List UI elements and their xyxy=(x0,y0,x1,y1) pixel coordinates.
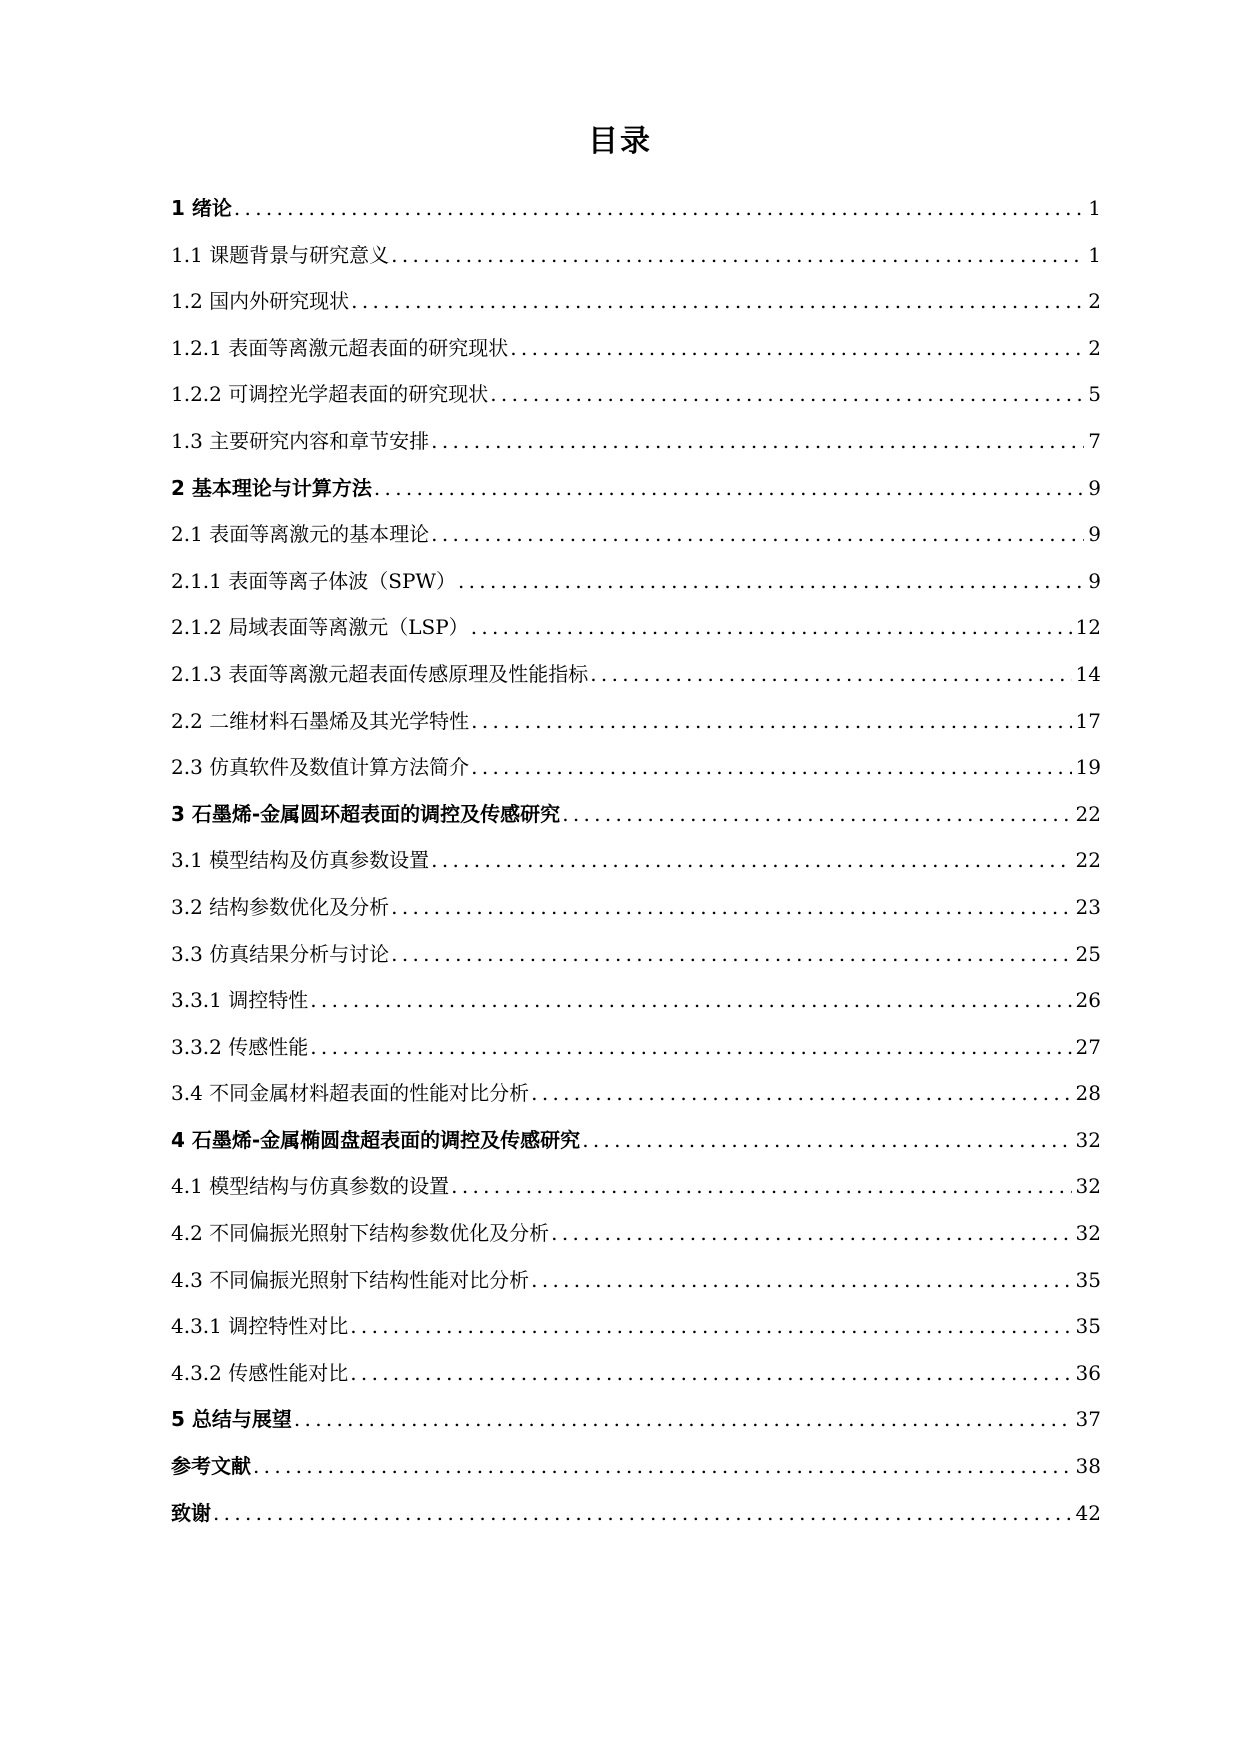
toc-entry[interactable] xyxy=(171,1217,1101,1264)
dot-leader xyxy=(562,802,1071,826)
toc-entry-page: 5 xyxy=(1088,382,1101,407)
toc-entry[interactable] xyxy=(171,1124,1101,1171)
toc-entry-page: 32 xyxy=(1075,1174,1101,1199)
toc-entry[interactable] xyxy=(171,332,1101,379)
toc-entry-label: 2.2 二维材料石墨烯及其光学特性 xyxy=(171,708,470,733)
toc-entry-label: 3.2 结构参数优化及分析 xyxy=(171,894,390,919)
dot-leader xyxy=(471,709,1071,733)
toc-entry-page: 38 xyxy=(1075,1454,1101,1479)
toc-entry[interactable] xyxy=(171,1077,1101,1124)
dot-leader xyxy=(431,522,1084,546)
toc-entry-label: 2.1.1 表面等离子体波（SPW） xyxy=(171,568,456,593)
toc-entry[interactable] xyxy=(171,1403,1101,1450)
toc-entry-label: 4.3.2 传感性能对比 xyxy=(171,1360,349,1385)
dot-leader xyxy=(590,662,1071,686)
toc-entry-label: 1.2 国内外研究现状 xyxy=(171,289,350,314)
toc-entry[interactable] xyxy=(171,751,1101,798)
dot-leader xyxy=(391,895,1071,919)
toc-entry-page: 9 xyxy=(1088,475,1101,500)
toc-entry-label: 1.3 主要研究内容和章节安排 xyxy=(171,428,430,453)
toc-entry-page: 23 xyxy=(1075,894,1101,919)
page-title: 目录 xyxy=(588,124,652,159)
toc-entry[interactable] xyxy=(171,1357,1101,1404)
toc-entry[interactable] xyxy=(171,285,1101,332)
toc-entry[interactable] xyxy=(171,425,1101,472)
dot-leader xyxy=(213,1501,1072,1525)
toc-entry-label: 1.1 课题背景与研究意义 xyxy=(171,242,390,267)
toc-entry[interactable] xyxy=(171,658,1101,705)
table-of-contents xyxy=(171,192,1101,1543)
dot-leader xyxy=(374,476,1084,500)
toc-entry[interactable] xyxy=(171,472,1101,519)
toc-entry[interactable] xyxy=(171,1450,1101,1497)
toc-entry[interactable] xyxy=(171,192,1101,239)
toc-entry[interactable] xyxy=(171,1264,1101,1311)
dot-leader xyxy=(531,1268,1071,1292)
toc-entry-page: 17 xyxy=(1075,708,1101,733)
toc-entry-label: 5 总结与展望 xyxy=(171,1407,292,1432)
dot-leader xyxy=(253,1454,1072,1478)
toc-entry-label: 3.3.2 传感性能 xyxy=(171,1034,309,1059)
toc-entry-page: 35 xyxy=(1075,1267,1101,1292)
dot-leader xyxy=(350,1314,1071,1338)
toc-entry-label: 3.3 仿真结果分析与讨论 xyxy=(171,941,390,966)
toc-entry-label: 致谢 xyxy=(171,1500,211,1525)
toc-entry-label: 4 石墨烯-金属椭圆盘超表面的调控及传感研究 xyxy=(171,1127,581,1152)
dot-leader xyxy=(471,755,1071,779)
toc-entry-label: 1 绪论 xyxy=(171,196,232,220)
toc-entry-label: 4.3.1 调控特性对比 xyxy=(171,1314,349,1339)
dot-leader xyxy=(351,289,1084,313)
toc-entry[interactable] xyxy=(171,565,1101,612)
toc-entry[interactable] xyxy=(171,1031,1101,1078)
toc-entry[interactable] xyxy=(171,705,1101,752)
toc-entry-page: 27 xyxy=(1075,1034,1101,1059)
toc-entry-page: 25 xyxy=(1075,941,1101,966)
toc-entry-label: 参考文献 xyxy=(171,1454,251,1479)
toc-entry[interactable] xyxy=(171,378,1101,425)
toc-entry-page: 42 xyxy=(1075,1500,1101,1525)
toc-entry[interactable] xyxy=(171,844,1101,891)
toc-entry-page: 12 xyxy=(1075,615,1101,640)
toc-entry-label: 2.1.2 局域表面等离激元（LSP） xyxy=(171,615,469,640)
toc-entry[interactable] xyxy=(171,239,1101,286)
toc-entry-label: 3.1 模型结构及仿真参数设置 xyxy=(171,848,430,873)
toc-entry-page: 26 xyxy=(1075,988,1101,1013)
toc-entry[interactable] xyxy=(171,891,1101,938)
toc-entry-page: 14 xyxy=(1075,661,1101,686)
dot-leader xyxy=(582,1128,1071,1152)
toc-entry-page: 7 xyxy=(1088,428,1101,453)
toc-entry[interactable] xyxy=(171,1310,1101,1357)
toc-entry[interactable] xyxy=(171,518,1101,565)
toc-entry-label: 2 基本理论与计算方法 xyxy=(171,475,372,500)
toc-entry-page: 2 xyxy=(1088,289,1101,314)
dot-leader xyxy=(391,243,1084,267)
toc-entry-page: 28 xyxy=(1075,1081,1101,1106)
toc-entry-page: 22 xyxy=(1075,848,1101,873)
toc-entry-page: 1 xyxy=(1088,242,1101,267)
dot-leader xyxy=(431,848,1071,872)
toc-entry-label: 3.4 不同金属材料超表面的性能对比分析 xyxy=(171,1081,530,1106)
toc-entry-page: 19 xyxy=(1075,755,1101,780)
toc-entry-label: 3 石墨烯-金属圆环超表面的调控及传感研究 xyxy=(171,801,561,826)
toc-entry[interactable] xyxy=(171,798,1101,845)
dot-leader xyxy=(310,1035,1071,1059)
toc-entry-label: 4.3 不同偏振光照射下结构性能对比分析 xyxy=(171,1267,530,1292)
dot-leader xyxy=(490,382,1084,406)
toc-entry[interactable] xyxy=(171,1170,1101,1217)
dot-leader xyxy=(510,336,1084,360)
toc-entry-page: 32 xyxy=(1075,1127,1101,1152)
toc-entry-page: 2 xyxy=(1088,335,1101,360)
toc-entry-page: 32 xyxy=(1075,1221,1101,1246)
toc-entry-label: 2.1.3 表面等离激元超表面传感原理及性能指标 xyxy=(171,661,589,686)
dot-leader xyxy=(234,196,1084,220)
toc-entry[interactable] xyxy=(171,1497,1101,1544)
toc-entry-page: 22 xyxy=(1075,801,1101,826)
toc-entry-page: 36 xyxy=(1075,1360,1101,1385)
toc-entry-label: 4.2 不同偏振光照射下结构参数优化及分析 xyxy=(171,1221,550,1246)
toc-entry-label: 4.1 模型结构与仿真参数的设置 xyxy=(171,1174,450,1199)
dot-leader xyxy=(451,1174,1071,1198)
dot-leader xyxy=(551,1221,1071,1245)
toc-entry-page: 1 xyxy=(1088,196,1101,220)
toc-entry-label: 2.3 仿真软件及数值计算方法简介 xyxy=(171,755,470,780)
toc-entry-label: 3.3.1 调控特性 xyxy=(171,988,309,1013)
dot-leader xyxy=(458,569,1084,593)
dot-leader xyxy=(294,1407,1072,1431)
dot-leader xyxy=(531,1081,1071,1105)
dot-leader xyxy=(471,615,1072,639)
dot-leader xyxy=(310,988,1071,1012)
toc-entry[interactable] xyxy=(171,611,1101,658)
toc-entry[interactable] xyxy=(171,984,1101,1031)
toc-entry-label: 1.2.1 表面等离激元超表面的研究现状 xyxy=(171,335,509,360)
toc-entry-page: 35 xyxy=(1075,1314,1101,1339)
toc-entry-label: 2.1 表面等离激元的基本理论 xyxy=(171,522,430,547)
toc-entry[interactable] xyxy=(171,938,1101,985)
toc-entry-page: 9 xyxy=(1088,522,1101,547)
dot-leader xyxy=(350,1361,1071,1385)
toc-entry-label: 1.2.2 可调控光学超表面的研究现状 xyxy=(171,382,489,407)
toc-entry-page: 37 xyxy=(1075,1407,1101,1432)
dot-leader xyxy=(391,942,1071,966)
dot-leader xyxy=(431,429,1084,453)
toc-entry-page: 9 xyxy=(1088,568,1101,593)
